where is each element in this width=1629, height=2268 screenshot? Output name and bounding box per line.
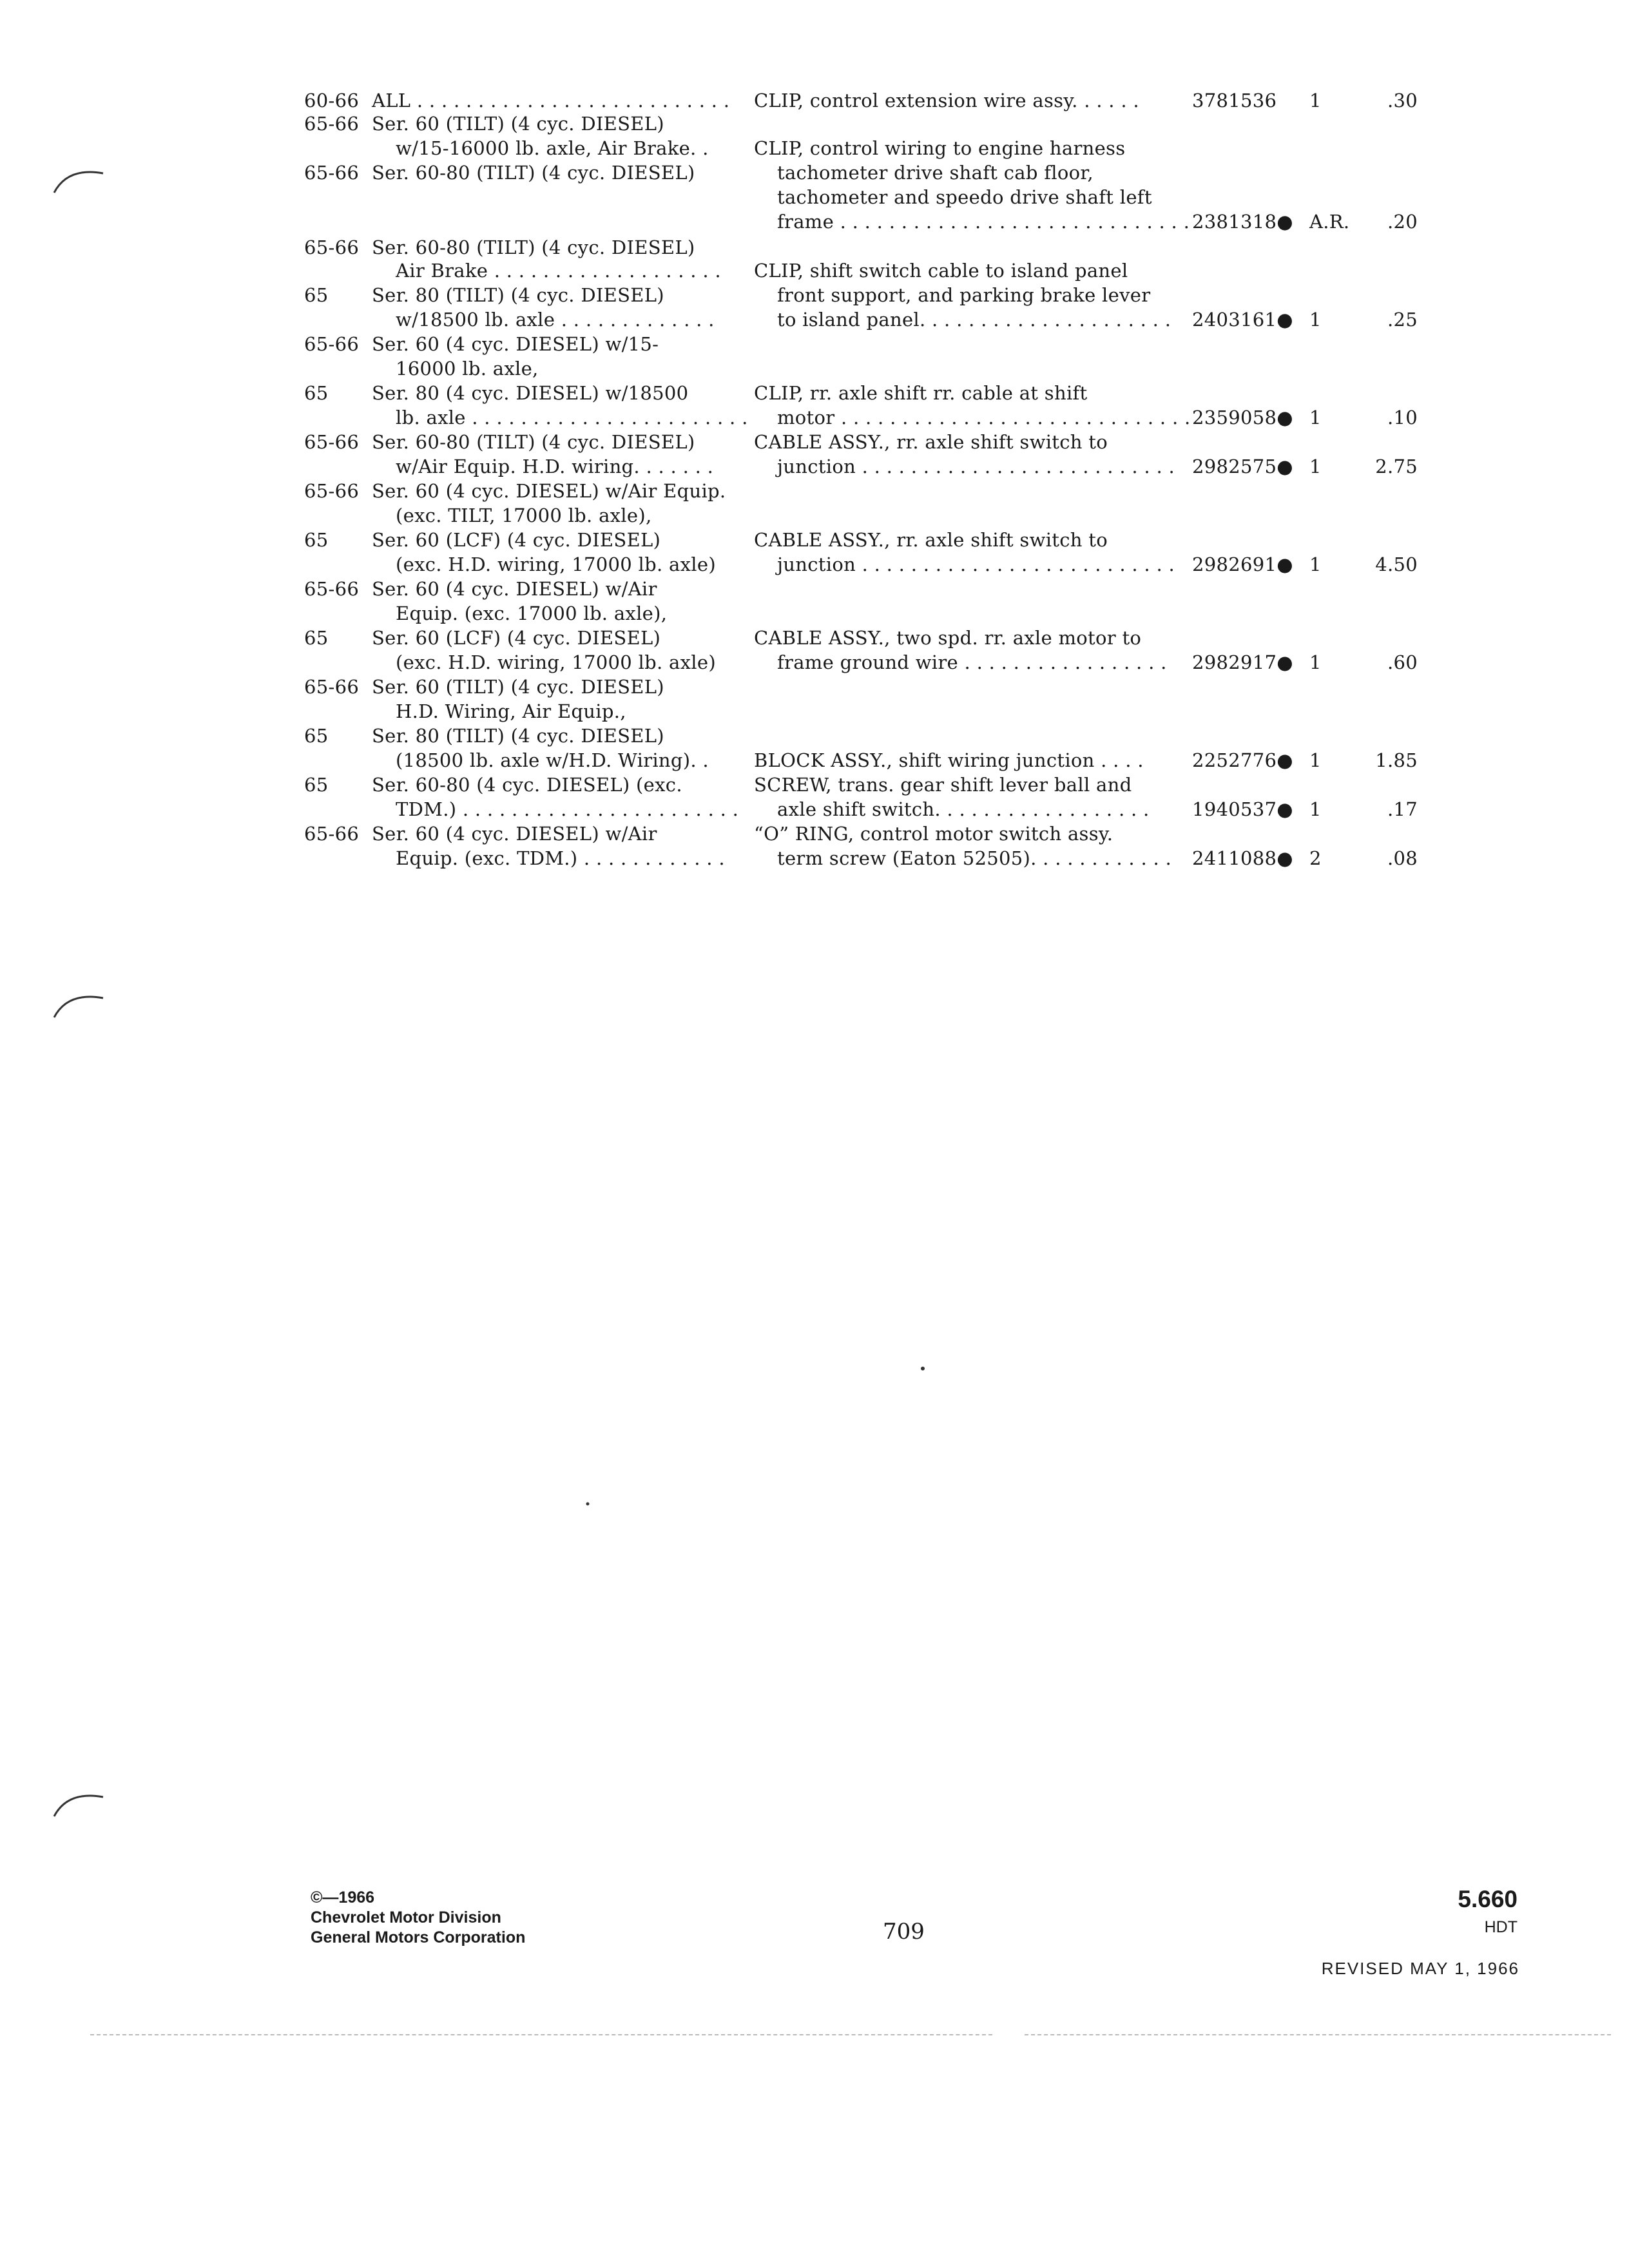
- row-part-number: 2982917●: [1192, 651, 1293, 673]
- row-year: 65-66: [304, 431, 360, 453]
- row-price: 2.75: [1375, 456, 1418, 477]
- publisher-block: [311, 1888, 525, 1948]
- row-description: SCREW, trans. gear shift lever ball and: [754, 774, 1132, 796]
- revised-date: REVISED MAY 1, 1966: [1321, 1959, 1519, 1978]
- row-part-number: 2982575●: [1192, 456, 1293, 477]
- row-year: 65-66: [304, 578, 360, 600]
- row-model: w/15-16000 lb. axle, Air Brake. .: [396, 137, 709, 159]
- row-part-number: 1940537●: [1192, 798, 1293, 820]
- row-quantity: 2: [1309, 847, 1322, 869]
- row-description: CABLE ASSY., rr. axle shift switch to: [754, 529, 1108, 551]
- row-description: tachometer drive shaft cab floor,: [777, 162, 1094, 184]
- row-year: 65: [304, 382, 329, 404]
- row-year: 65-66: [304, 676, 360, 698]
- row-model: lb. axle . . . . . . . . . . . . . . . . . . . . . . .: [396, 407, 748, 428]
- row-price: .17: [1387, 798, 1418, 820]
- row-model: (exc. H.D. wiring, 17000 lb. axle): [396, 651, 716, 673]
- row-description: BLOCK ASSY., shift wiring junction . . . .: [754, 749, 1144, 771]
- row-quantity: 1: [1309, 407, 1322, 428]
- row-model: Ser. 60 (4 cyc. DIESEL) w/Air: [372, 578, 657, 600]
- row-model: Ser. 60 (LCF) (4 cyc. DIESEL): [372, 529, 661, 551]
- row-description: term screw (Eaton 52505). . . . . . . . . . . .: [777, 847, 1172, 869]
- row-year: 65: [304, 284, 329, 306]
- row-description: CLIP, control extension wire assy. . . . . .: [754, 90, 1139, 111]
- row-description: front support, and parking brake lever: [777, 284, 1151, 306]
- binder-hole-mark-middle: [52, 989, 110, 1021]
- row-year: 65: [304, 627, 329, 649]
- row-description: junction . . . . . . . . . . . . . . . . . . . . . . . . . .: [777, 456, 1175, 477]
- row-part-number: 2982691●: [1192, 553, 1293, 575]
- row-model: Ser. 60 (LCF) (4 cyc. DIESEL): [372, 627, 661, 649]
- row-part-number: 2403161●: [1192, 309, 1293, 331]
- section-code: HDT: [1484, 1918, 1518, 1936]
- row-description: “O” RING, control motor switch assy.: [754, 823, 1113, 845]
- row-part-number: 2411088●: [1192, 847, 1293, 869]
- row-part-number: 2252776●: [1192, 749, 1293, 771]
- row-description: CLIP, shift switch cable to island panel: [754, 260, 1128, 282]
- row-description: CLIP, control wiring to engine harness: [754, 137, 1126, 159]
- scan-speck: [920, 1366, 925, 1371]
- row-year: 65: [304, 725, 329, 747]
- row-model: w/18500 lb. axle . . . . . . . . . . . . .: [396, 309, 715, 331]
- copyright-line: ©—1966: [311, 1888, 375, 1907]
- scan-speck: [585, 1501, 590, 1506]
- row-model: (exc. H.D. wiring, 17000 lb. axle): [396, 553, 716, 575]
- row-model: Ser. 60-80 (TILT) (4 cyc. DIESEL): [372, 431, 695, 453]
- row-year: 65: [304, 529, 329, 551]
- row-model: TDM.) . . . . . . . . . . . . . . . . . . . . . . .: [396, 798, 739, 820]
- row-quantity: A.R.: [1309, 211, 1350, 233]
- row-quantity: 1: [1309, 456, 1322, 477]
- row-model: Equip. (exc. TDM.) . . . . . . . . . . . .: [396, 847, 725, 869]
- row-price: .20: [1387, 211, 1418, 233]
- row-price: 1.85: [1375, 749, 1418, 771]
- row-year: 65-66: [304, 480, 360, 502]
- row-quantity: 1: [1309, 90, 1322, 111]
- bottom-rule: [90, 2034, 757, 2035]
- bottom-rule: [760, 2034, 992, 2035]
- row-model: (exc. TILT, 17000 lb. axle),: [396, 505, 652, 526]
- row-price: .60: [1387, 651, 1418, 673]
- row-model: w/Air Equip. H.D. wiring. . . . . . .: [396, 456, 714, 477]
- bottom-rule: [1025, 2034, 1611, 2035]
- row-model: Ser. 80 (TILT) (4 cyc. DIESEL): [372, 284, 664, 306]
- row-year: 60-66: [304, 90, 360, 111]
- row-model: Ser. 60 (4 cyc. DIESEL) w/Air: [372, 823, 657, 845]
- row-quantity: 1: [1309, 798, 1322, 820]
- row-model: Ser. 80 (TILT) (4 cyc. DIESEL): [372, 725, 664, 747]
- row-description: CLIP, rr. axle shift rr. cable at shift: [754, 382, 1088, 404]
- row-year: 65-66: [304, 162, 360, 184]
- row-model: Ser. 60 (4 cyc. DIESEL) w/Air Equip.: [372, 480, 726, 502]
- corporation-line: General Motors Corporation: [311, 1928, 526, 1946]
- row-model: Equip. (exc. 17000 lb. axle),: [396, 602, 668, 624]
- row-part-number: 3781536: [1192, 90, 1277, 111]
- row-model: 16000 lb. axle,: [396, 358, 539, 380]
- row-quantity: 1: [1309, 309, 1322, 331]
- row-quantity: 1: [1309, 651, 1322, 673]
- row-model: H.D. Wiring, Air Equip.,: [396, 700, 626, 722]
- row-price: .10: [1387, 407, 1418, 428]
- row-description: CABLE ASSY., two spd. rr. axle motor to: [754, 627, 1142, 649]
- row-price: .08: [1387, 847, 1418, 869]
- division-line: Chevrolet Motor Division: [311, 1908, 501, 1927]
- binder-hole-mark-bottom: [52, 1788, 110, 1820]
- row-year: 65-66: [304, 236, 360, 258]
- row-description: axle shift switch. . . . . . . . . . . . . . . . . .: [777, 798, 1150, 820]
- row-model: Ser. 80 (4 cyc. DIESEL) w/18500: [372, 382, 689, 404]
- row-model: Ser. 60-80 (TILT) (4 cyc. DIESEL): [372, 162, 695, 184]
- row-description: frame ground wire . . . . . . . . . . . . . . . . .: [777, 651, 1167, 673]
- row-year: 65: [304, 774, 329, 796]
- row-model: Ser. 60 (4 cyc. DIESEL) w/15-: [372, 333, 659, 355]
- row-description: motor . . . . . . . . . . . . . . . . . . . . . . . . . . . . .: [777, 407, 1191, 428]
- row-model: ALL . . . . . . . . . . . . . . . . . . . . . . . . . .: [372, 90, 730, 111]
- row-description: CABLE ASSY., rr. axle shift switch to: [754, 431, 1108, 453]
- section-number: 5.660: [1458, 1886, 1518, 1912]
- row-year: 65-66: [304, 823, 360, 845]
- row-model: Ser. 60 (TILT) (4 cyc. DIESEL): [372, 676, 664, 698]
- row-part-number: 2381318●: [1192, 211, 1293, 233]
- row-quantity: 1: [1309, 749, 1322, 771]
- row-model: Ser. 60-80 (TILT) (4 cyc. DIESEL): [372, 236, 695, 258]
- row-description: frame . . . . . . . . . . . . . . . . . . . . . . . . . . . . .: [777, 211, 1190, 233]
- row-description: to island panel. . . . . . . . . . . . . . . . . . . . .: [777, 309, 1171, 331]
- row-description: tachometer and speedo drive shaft left: [777, 186, 1152, 208]
- row-quantity: 1: [1309, 553, 1322, 575]
- binder-hole-mark-top: [52, 164, 110, 197]
- row-part-number: 2359058●: [1192, 407, 1293, 428]
- row-price: 4.50: [1375, 553, 1418, 575]
- row-price: .30: [1387, 90, 1418, 111]
- row-model: Air Brake . . . . . . . . . . . . . . . . . . .: [396, 260, 721, 282]
- row-year: 65-66: [304, 333, 360, 355]
- row-price: .25: [1387, 309, 1418, 331]
- row-model: Ser. 60 (TILT) (4 cyc. DIESEL): [372, 113, 664, 135]
- row-year: 65-66: [304, 113, 360, 135]
- row-model: (18500 lb. axle w/H.D. Wiring). .: [396, 749, 709, 771]
- row-model: Ser. 60-80 (4 cyc. DIESEL) (exc.: [372, 774, 682, 796]
- page-number: 709: [883, 1919, 925, 1945]
- row-description: junction . . . . . . . . . . . . . . . . . . . . . . . . . .: [777, 553, 1175, 575]
